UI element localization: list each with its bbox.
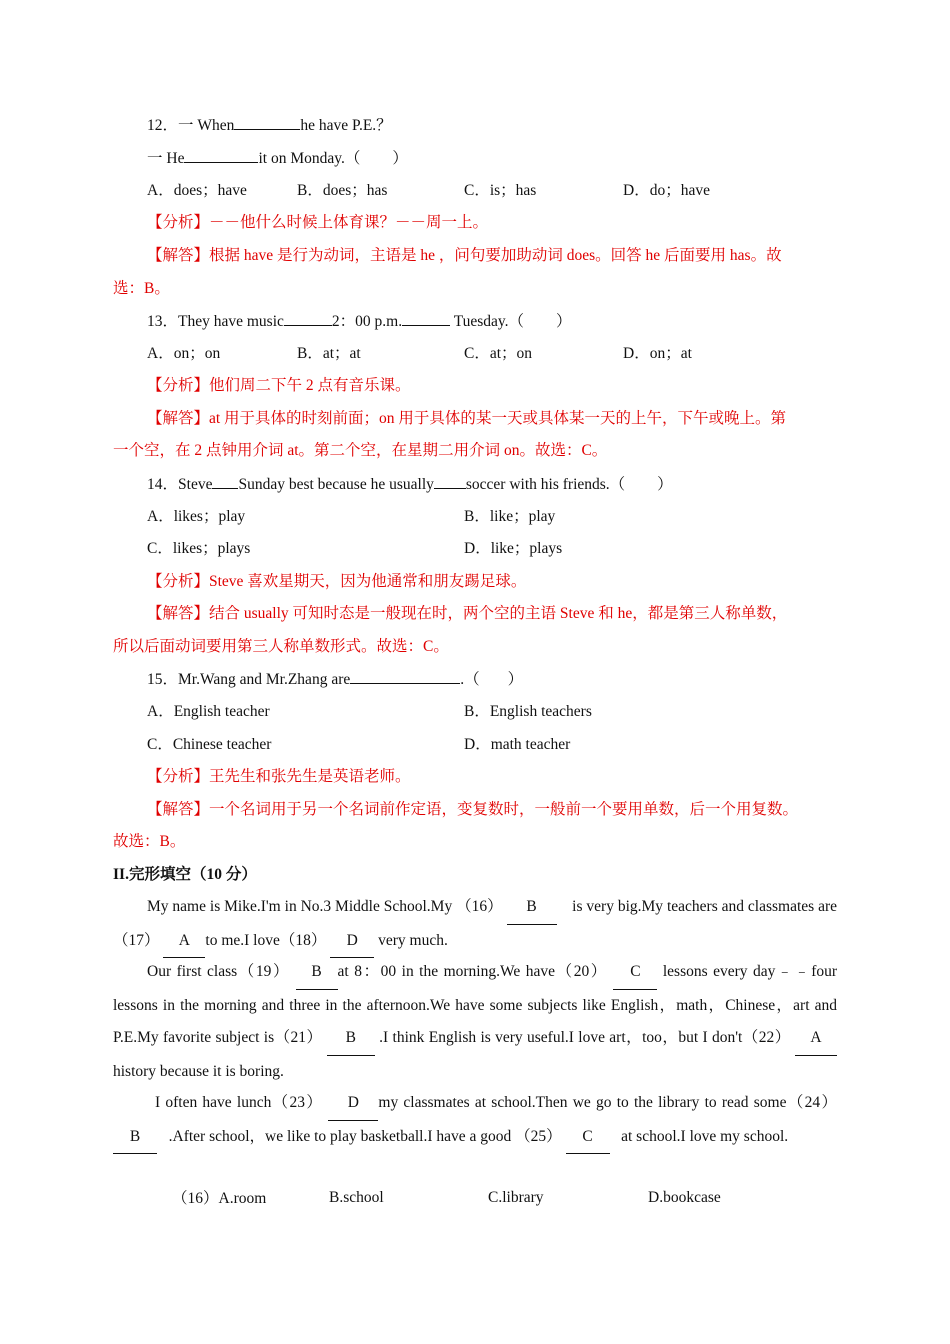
q13-blank-1[interactable] xyxy=(284,311,332,326)
q13-answer-line-1: 【解答】at 用于具体的时刻前面；on 用于具体的某一天或具体某一天的上午，下午或晚上。第 xyxy=(147,410,786,427)
answer-17[interactable]: A xyxy=(163,925,205,959)
q13-blank-2[interactable] xyxy=(402,311,450,326)
q12-question: 12．一 When he have P.E.？ xyxy=(147,117,392,134)
q12-blank-1[interactable] xyxy=(234,115,300,130)
q13-answer-line-2: 一个空，在 2 点钟用介词 at。第二个空，在星期二用介词 on。故选：C。 xyxy=(113,442,608,459)
q12-analysis: 【分析】－－他什么时候上体育课？－－周一上。 xyxy=(147,214,489,231)
q16-option-b[interactable]: B.school xyxy=(329,1189,384,1206)
cloze-paragraph-2: Our first class（19） B at 8：00 in the morning.We have（20） C lessons every day﹣﹣four lessons in the morning and three in the afternoon.We have some subjects like English，math，Chinese，art and P.E.My favorite subject is（21） B .I think English is very useful.I love art，too，but I don't（22） Ahistory because it is boring. xyxy=(113,956,837,1088)
section-title: II.完形填空（10 分） xyxy=(113,866,257,883)
q14-answer-line-1: 【解答】结合 usually 可知时态是一般现在时，两个空的主语 Steve 和 he，都是第三人称单数， xyxy=(147,605,788,622)
q13-option-d[interactable]: D．on；at xyxy=(623,345,692,362)
answer-22[interactable]: A xyxy=(795,1022,837,1056)
q15-option-d[interactable]: D．math teacher xyxy=(464,736,571,753)
q12-option-d[interactable]: D．do；have xyxy=(623,182,710,199)
answer-24[interactable]: B xyxy=(113,1121,157,1155)
q12-answer-line-2: 选：B。 xyxy=(113,280,170,297)
q14-analysis: 【分析】Steve 喜欢星期天，因为他通常和朋友踢足球。 xyxy=(147,573,527,590)
q15-option-b[interactable]: B．English teachers xyxy=(464,703,592,720)
answer-16[interactable]: B xyxy=(507,891,557,925)
q14-option-a[interactable]: A．likes；play xyxy=(147,508,246,525)
q14-blank-2[interactable] xyxy=(434,474,466,489)
q13-question: 13．They have music 2：00 p.m. Tuesday.（ ） xyxy=(147,313,572,330)
cloze-paragraph-1: My name is Mike.I'm in No.3 Middle School.My （16） B is very big.My teachers and classmates are（17） A to me.I love（18） D very much. xyxy=(113,891,837,958)
q15-question: 15．Mr.Wang and Mr.Zhang are .（ ） xyxy=(147,671,524,688)
q14-option-d[interactable]: D．like；plays xyxy=(464,540,563,557)
q12-reply: 一 He it on Monday.（ ） xyxy=(147,150,408,167)
q14-option-b[interactable]: B．like；play xyxy=(464,508,556,525)
answer-20[interactable]: C xyxy=(613,956,657,990)
answer-25[interactable]: C xyxy=(566,1121,610,1155)
q16-option-c[interactable]: C.library xyxy=(488,1189,544,1206)
q15-answer-line-1: 【解答】一个名词用于另一个名词前作定语，变复数时，一般前一个要用单数，后一个用复数。 xyxy=(147,801,799,818)
q12-answer-line-1: 【解答】根据 have 是行为动词，主语是 he ，问句要加助动词 does。回答 he 后面要用 has。故 xyxy=(147,247,782,264)
q13-option-c[interactable]: C．at；on xyxy=(464,345,533,362)
q13-analysis: 【分析】他们周二下午 2 点有音乐课。 xyxy=(147,377,411,394)
answer-21[interactable]: B xyxy=(327,1022,375,1056)
answer-19[interactable]: B xyxy=(296,956,338,990)
cloze-paragraph-3: I often have lunch（23） D my classmates at school.Then we go to the library to read some（24） B .After school，we like to play basketball.I have a good （25） C at school.I love my school. xyxy=(113,1087,837,1154)
q15-analysis: 【分析】王先生和张先生是英语老师。 xyxy=(147,768,411,785)
q13-option-b[interactable]: B．at；at xyxy=(297,345,361,362)
q16-option-a[interactable]: （16）A.room xyxy=(172,1190,267,1207)
q13-option-a[interactable]: A．on；on xyxy=(147,345,221,362)
answer-18[interactable]: D xyxy=(330,925,374,959)
q14-option-c[interactable]: C．likes；plays xyxy=(147,540,251,557)
q15-option-c[interactable]: C．Chinese teacher xyxy=(147,736,272,753)
q16-option-d[interactable]: D.bookcase xyxy=(648,1189,721,1206)
q15-blank-1[interactable] xyxy=(350,669,460,684)
q14-blank-1[interactable] xyxy=(212,474,238,489)
q15-answer-line-2: 故选：B。 xyxy=(113,833,186,850)
q15-option-a[interactable]: A．English teacher xyxy=(147,703,270,720)
q12-blank-2[interactable] xyxy=(184,148,258,163)
q12-option-c[interactable]: C．is；has xyxy=(464,182,537,199)
q12-option-b[interactable]: B．does；has xyxy=(297,182,388,199)
answer-23[interactable]: D xyxy=(328,1087,378,1121)
q14-answer-line-2: 所以后面动词要用第三人称单数形式。故选：C。 xyxy=(113,638,449,655)
q14-question: 14．Steve Sunday best because he usually soccer with his friends.（ ） xyxy=(147,476,673,493)
q12-option-a[interactable]: A．does；have xyxy=(147,182,247,199)
